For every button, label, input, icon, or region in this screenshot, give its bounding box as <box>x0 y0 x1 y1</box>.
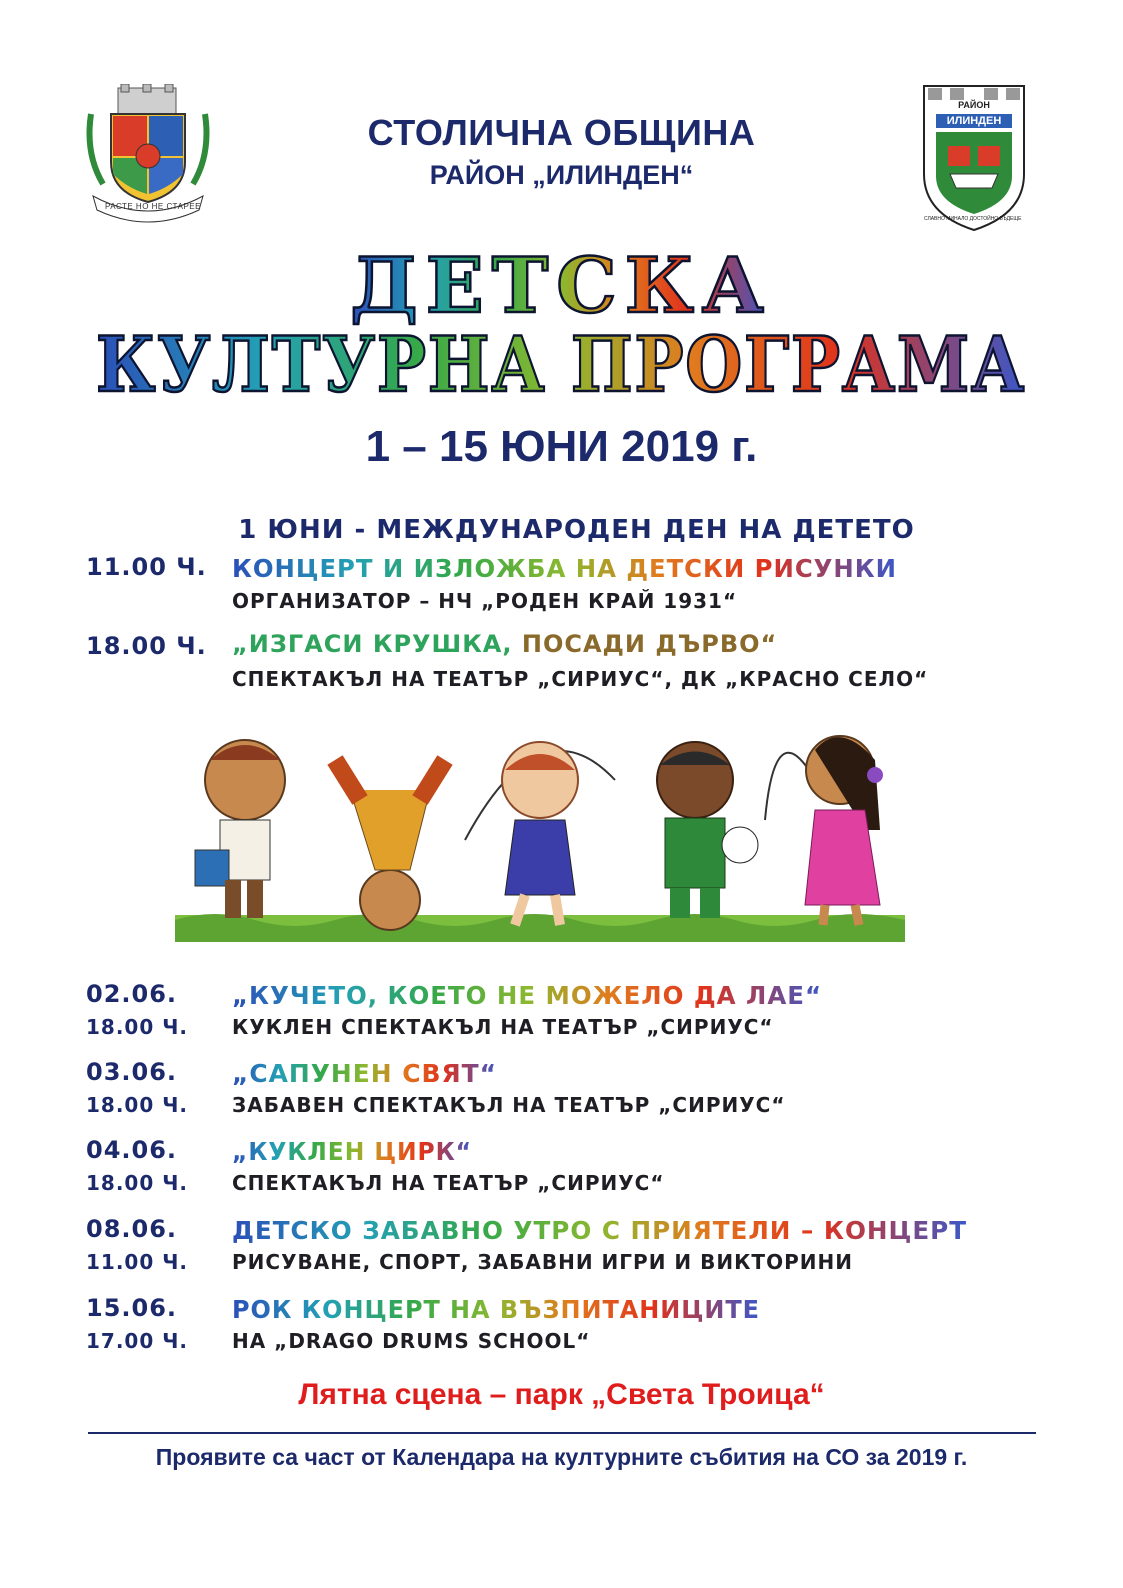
schedule-date: 03.06. <box>86 1058 178 1086</box>
schedule-date: 02.06. <box>86 980 178 1008</box>
logo-rayon-label: РАЙОН <box>958 100 990 110</box>
event-time: 18.00 Ч. <box>86 632 207 660</box>
logo-ilinden-label: ИЛИНДЕН <box>946 115 1002 127</box>
children-illustration <box>175 720 905 942</box>
event-subtitle: ОРГАНИЗАТОР – НЧ „РОДЕН КРАЙ 1931“ <box>232 589 738 613</box>
ilinden-district-logo <box>922 84 1026 232</box>
schedule-date: 15.06. <box>86 1294 178 1322</box>
schedule-subtitle: СПЕКТАКЪЛ НА ТЕАТЪР „СИРИУС“ <box>232 1171 665 1195</box>
event-subtitle: СПЕКТАКЪЛ НА ТЕАТЪР „СИРИУС“, ДК „КРАСНО СЕЛО“ <box>232 667 929 691</box>
schedule-subtitle: НА „DRAGO DRUMS SCHOOL“ <box>232 1329 591 1353</box>
event-title <box>232 551 912 591</box>
program-dates: 1 – 15 ЮНИ 2019 г. <box>365 422 758 471</box>
schedule-title-text: „САПУНЕН СВЯТ“ <box>232 1059 497 1088</box>
schedule-date: 08.06. <box>86 1215 178 1243</box>
schedule-subtitle: РИСУВАНЕ, СПОРТ, ЗАБАВНИ ИГРИ И ВИКТОРИНИ <box>232 1250 853 1274</box>
schedule-time: 18.00 Ч. <box>86 1015 188 1039</box>
schedule-title <box>232 1134 532 1174</box>
event-time: 11.00 Ч. <box>86 553 207 581</box>
venue-label: Лятна сцена – парк „Света Троица“ <box>298 1378 825 1411</box>
schedule-title <box>232 978 832 1018</box>
schedule-time: 11.00 Ч. <box>86 1250 188 1274</box>
schedule-title <box>232 1292 792 1332</box>
schedule-title-text: „КУЧЕТО, КОЕТО НЕ МОЖЕЛО ДА ЛАЕ“ <box>232 981 822 1010</box>
event-title-text: КОНЦЕРТ И ИЗЛОЖБА НА ДЕТСКИ РИСУНКИ <box>232 554 897 583</box>
event-title-part-b: ПОСАДИ ДЪРВО“ <box>512 630 778 658</box>
program-title <box>0 246 1123 416</box>
schedule-time: 17.00 Ч. <box>86 1329 188 1353</box>
schedule-title <box>232 1056 532 1096</box>
schedule-subtitle: КУКЛЕН СПЕКТАКЪЛ НА ТЕАТЪР „СИРИУС“ <box>232 1015 774 1039</box>
schedule-date: 04.06. <box>86 1136 178 1164</box>
coat-of-arms-motto: РАСТЕ НО НЕ СТАРЕЕ <box>105 202 201 211</box>
schedule-title-text: РОК КОНЦЕРТ НА ВЪЗПИТАНИЦИТЕ <box>232 1295 760 1324</box>
municipality-title: СТОЛИЧНА ОБЩИНА <box>367 112 756 153</box>
schedule-title-text: ДЕТСКО ЗАБАВНО УТРО С ПРИЯТЕЛИ – КОНЦЕРТ <box>232 1216 967 1245</box>
schedule-title-text: „КУКЛЕН ЦИРК“ <box>232 1137 472 1166</box>
schedule-time: 18.00 Ч. <box>86 1171 188 1195</box>
district-title: РАЙОН „ИЛИНДЕН“ <box>429 160 694 190</box>
schedule-subtitle: ЗАБАВЕН СПЕКТАКЪЛ НА ТЕАТЪР „СИРИУС“ <box>232 1093 786 1117</box>
june1-heading: 1 ЮНИ - МЕЖДУНАРОДЕН ДЕН НА ДЕТЕТО <box>238 515 915 545</box>
sofia-coat-of-arms-logo <box>83 84 213 224</box>
schedule-time: 18.00 Ч. <box>86 1093 188 1117</box>
title-line-1: ДЕТСКА <box>350 246 772 330</box>
logo-ring-motto: СЛАВНО МИНАЛО ДОСТОЙНО БЪДЕЩЕ <box>924 216 1022 222</box>
event-title <box>232 630 777 658</box>
event-title-part-a: „ИЗГАСИ КРУШКА, <box>232 630 513 658</box>
footer-divider <box>88 1432 1036 1434</box>
schedule-title <box>232 1213 982 1253</box>
title-line-2: КУЛТУРНА ПРОГРАМА <box>96 320 1026 409</box>
footer-note: Проявите са част от Календара на културните събития на СО за 2019 г. <box>155 1444 968 1470</box>
